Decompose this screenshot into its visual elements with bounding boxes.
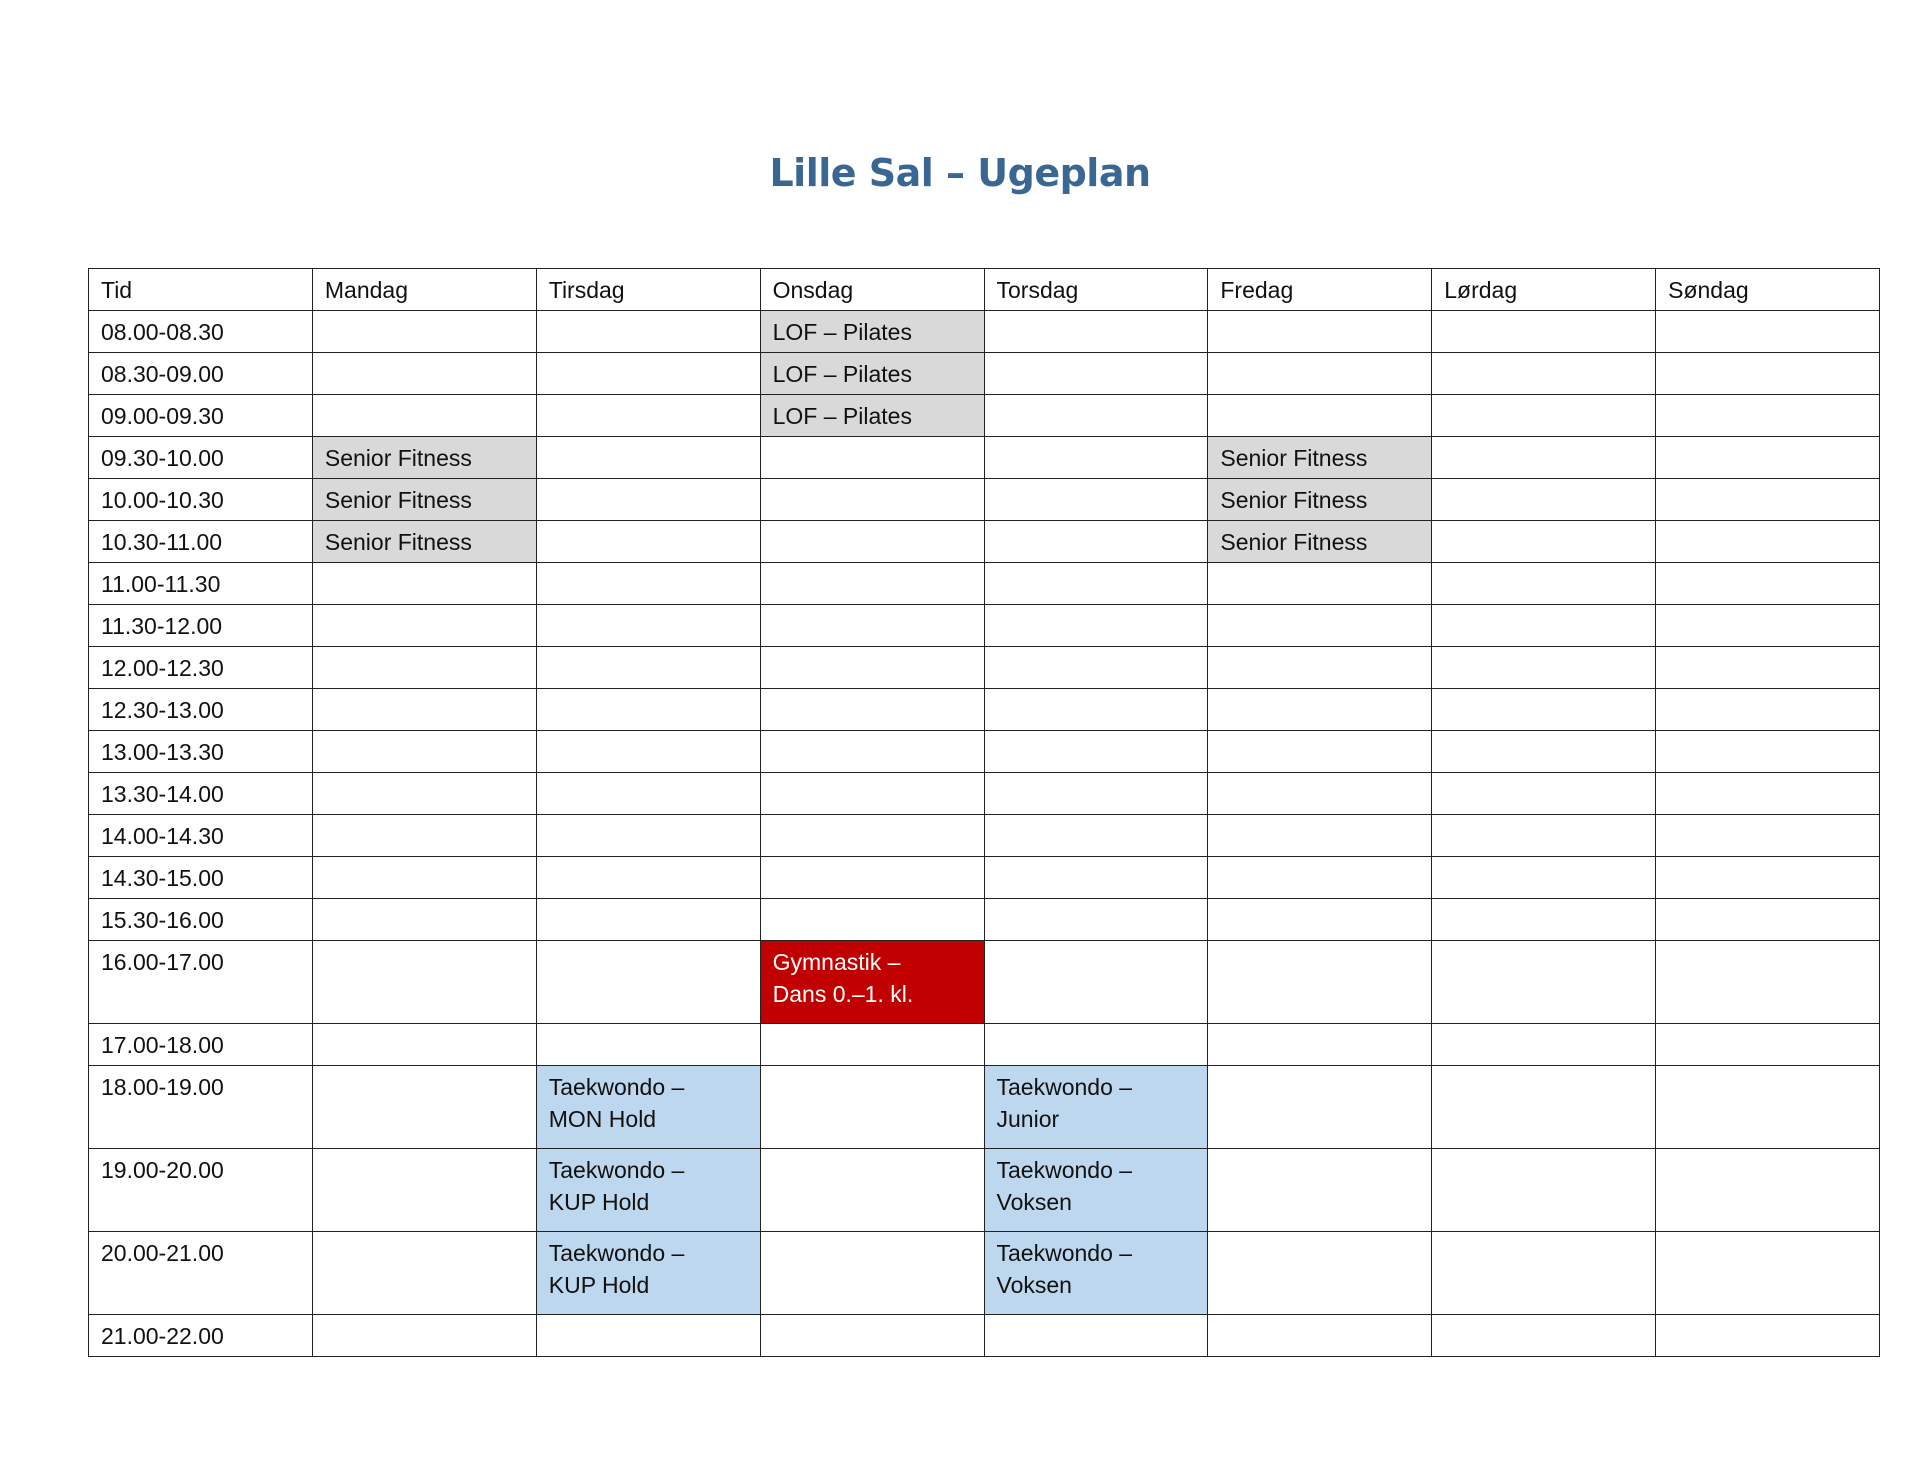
column-header-day: Onsdag xyxy=(760,269,984,311)
empty-cell xyxy=(1656,773,1880,815)
empty-cell xyxy=(984,647,1208,689)
activity-label: Taekwondo – MON Hold xyxy=(548,1074,685,1132)
activity-cell xyxy=(760,311,984,353)
empty-cell xyxy=(984,857,1208,899)
empty-cell xyxy=(1432,479,1656,521)
empty-cell xyxy=(760,1149,984,1232)
activity-cell xyxy=(536,1066,760,1149)
empty-cell xyxy=(312,395,536,437)
empty-cell xyxy=(312,1149,536,1232)
column-header-day: Torsdag xyxy=(984,269,1208,311)
table-row xyxy=(89,1315,1880,1357)
empty-cell xyxy=(1208,1315,1432,1357)
empty-cell xyxy=(1656,563,1880,605)
table-row xyxy=(89,647,1880,689)
empty-cell xyxy=(984,353,1208,395)
column-header-day: Fredag xyxy=(1208,269,1432,311)
column-header-day: Søndag xyxy=(1656,269,1880,311)
time-slot-cell: 13.00-13.30 xyxy=(89,731,313,773)
activity-label: Taekwondo – KUP Hold xyxy=(548,1240,685,1298)
empty-cell xyxy=(1432,731,1656,773)
empty-cell xyxy=(1432,605,1656,647)
activity-label: Senior Fitness xyxy=(324,529,472,555)
schedule-body xyxy=(89,311,1880,1357)
time-slot-cell: 10.00-10.30 xyxy=(89,479,313,521)
empty-cell xyxy=(760,731,984,773)
table-row xyxy=(89,1024,1880,1066)
time-slot-cell: 11.30-12.00 xyxy=(89,605,313,647)
table-row xyxy=(89,1232,1880,1315)
table-row xyxy=(89,395,1880,437)
empty-cell xyxy=(1432,941,1656,1024)
empty-cell xyxy=(760,1315,984,1357)
empty-cell xyxy=(1656,311,1880,353)
empty-cell xyxy=(1656,815,1880,857)
empty-cell xyxy=(1432,311,1656,353)
table-row xyxy=(89,605,1880,647)
schedule-table xyxy=(88,268,1880,1357)
activity-label: Gymnastik – Dans 0.–1. kl. xyxy=(772,949,914,1007)
empty-cell xyxy=(536,689,760,731)
empty-cell xyxy=(760,815,984,857)
time-slot-cell: 12.00-12.30 xyxy=(89,647,313,689)
time-slot-cell: 15.30-16.00 xyxy=(89,899,313,941)
empty-cell xyxy=(1656,1232,1880,1315)
empty-cell xyxy=(1432,437,1656,479)
empty-cell xyxy=(536,311,760,353)
empty-cell xyxy=(760,563,984,605)
empty-cell xyxy=(1208,1066,1432,1149)
empty-cell xyxy=(1432,1024,1656,1066)
time-slot-cell: 08.00-08.30 xyxy=(89,311,313,353)
empty-cell xyxy=(760,479,984,521)
empty-cell xyxy=(536,563,760,605)
time-slot-cell: 09.00-09.30 xyxy=(89,395,313,437)
activity-cell xyxy=(984,1149,1208,1232)
activity-label: Taekwondo – Voksen xyxy=(996,1157,1133,1215)
empty-cell xyxy=(536,521,760,563)
empty-cell xyxy=(760,1232,984,1315)
empty-cell xyxy=(984,1315,1208,1357)
empty-cell xyxy=(760,521,984,563)
empty-cell xyxy=(312,1315,536,1357)
activity-label: LOF – Pilates xyxy=(772,361,912,387)
empty-cell xyxy=(312,1024,536,1066)
empty-cell xyxy=(1208,1024,1432,1066)
empty-cell xyxy=(1432,1315,1656,1357)
empty-cell xyxy=(1208,941,1432,1024)
time-slot-cell: 18.00-19.00 xyxy=(89,1066,313,1149)
activity-cell xyxy=(984,1232,1208,1315)
table-row xyxy=(89,689,1880,731)
empty-cell xyxy=(312,899,536,941)
empty-cell xyxy=(1656,1024,1880,1066)
table-row xyxy=(89,773,1880,815)
table-row xyxy=(89,521,1880,563)
empty-cell xyxy=(312,605,536,647)
empty-cell xyxy=(1656,941,1880,1024)
empty-cell xyxy=(312,647,536,689)
empty-cell xyxy=(1208,563,1432,605)
time-slot-cell: 09.30-10.00 xyxy=(89,437,313,479)
empty-cell xyxy=(1432,773,1656,815)
empty-cell xyxy=(760,899,984,941)
empty-cell xyxy=(984,1024,1208,1066)
empty-cell xyxy=(984,437,1208,479)
empty-cell xyxy=(1432,395,1656,437)
time-slot-cell: 14.00-14.30 xyxy=(89,815,313,857)
empty-cell xyxy=(536,773,760,815)
table-row xyxy=(89,1066,1880,1149)
empty-cell xyxy=(312,857,536,899)
empty-cell xyxy=(1208,899,1432,941)
table-row xyxy=(89,941,1880,1024)
time-slot-cell: 13.30-14.00 xyxy=(89,773,313,815)
activity-label: LOF – Pilates xyxy=(772,403,912,429)
time-slot-cell: 10.30-11.00 xyxy=(89,521,313,563)
empty-cell xyxy=(760,689,984,731)
empty-cell xyxy=(536,899,760,941)
empty-cell xyxy=(1208,689,1432,731)
empty-cell xyxy=(984,773,1208,815)
empty-cell xyxy=(1432,1149,1656,1232)
empty-cell xyxy=(312,1232,536,1315)
empty-cell xyxy=(760,857,984,899)
empty-cell xyxy=(536,857,760,899)
empty-cell xyxy=(312,773,536,815)
empty-cell xyxy=(1432,1232,1656,1315)
empty-cell xyxy=(536,605,760,647)
activity-label: Senior Fitness xyxy=(324,445,472,471)
empty-cell xyxy=(760,605,984,647)
empty-cell xyxy=(984,815,1208,857)
empty-cell xyxy=(984,563,1208,605)
empty-cell xyxy=(1432,521,1656,563)
activity-cell xyxy=(1208,521,1432,563)
empty-cell xyxy=(1656,353,1880,395)
table-row xyxy=(89,563,1880,605)
empty-cell xyxy=(536,815,760,857)
empty-cell xyxy=(536,479,760,521)
activity-cell xyxy=(984,1066,1208,1149)
empty-cell xyxy=(1656,521,1880,563)
empty-cell xyxy=(984,689,1208,731)
activity-cell xyxy=(312,521,536,563)
empty-cell xyxy=(760,1066,984,1149)
empty-cell xyxy=(984,605,1208,647)
empty-cell xyxy=(1656,605,1880,647)
empty-cell xyxy=(1208,731,1432,773)
activity-label: Senior Fitness xyxy=(1220,529,1368,555)
empty-cell xyxy=(1432,899,1656,941)
column-header-day: Mandag xyxy=(312,269,536,311)
activity-label: LOF – Pilates xyxy=(772,319,912,345)
empty-cell xyxy=(1208,647,1432,689)
table-row xyxy=(89,437,1880,479)
empty-cell xyxy=(760,437,984,479)
time-slot-cell: 16.00-17.00 xyxy=(89,941,313,1024)
empty-cell xyxy=(1656,437,1880,479)
empty-cell xyxy=(1208,311,1432,353)
empty-cell xyxy=(536,395,760,437)
empty-cell xyxy=(1656,1149,1880,1232)
empty-cell xyxy=(312,815,536,857)
empty-cell xyxy=(1432,857,1656,899)
empty-cell xyxy=(760,1024,984,1066)
empty-cell xyxy=(760,647,984,689)
empty-cell xyxy=(1656,857,1880,899)
column-header-day: Tirsdag xyxy=(536,269,760,311)
time-slot-cell: 20.00-21.00 xyxy=(89,1232,313,1315)
time-slot-cell: 12.30-13.00 xyxy=(89,689,313,731)
activity-label: Taekwondo – Voksen xyxy=(996,1240,1133,1298)
empty-cell xyxy=(312,311,536,353)
activity-cell xyxy=(312,479,536,521)
empty-cell xyxy=(312,731,536,773)
empty-cell xyxy=(312,689,536,731)
empty-cell xyxy=(536,731,760,773)
empty-cell xyxy=(1208,857,1432,899)
table-row xyxy=(89,857,1880,899)
activity-label: Taekwondo – Junior xyxy=(996,1074,1133,1132)
empty-cell xyxy=(1432,815,1656,857)
time-slot-cell: 11.00-11.30 xyxy=(89,563,313,605)
empty-cell xyxy=(984,395,1208,437)
empty-cell xyxy=(536,941,760,1024)
empty-cell xyxy=(1208,353,1432,395)
activity-cell xyxy=(536,1149,760,1232)
empty-cell xyxy=(1432,1066,1656,1149)
empty-cell xyxy=(1208,605,1432,647)
empty-cell xyxy=(1656,647,1880,689)
empty-cell xyxy=(1656,479,1880,521)
empty-cell xyxy=(312,353,536,395)
table-row xyxy=(89,353,1880,395)
activity-cell xyxy=(312,437,536,479)
activity-cell xyxy=(760,395,984,437)
empty-cell xyxy=(1656,731,1880,773)
empty-cell xyxy=(1208,773,1432,815)
column-header-day: Lørdag xyxy=(1432,269,1656,311)
empty-cell xyxy=(312,941,536,1024)
empty-cell xyxy=(1656,1315,1880,1357)
time-slot-cell: 19.00-20.00 xyxy=(89,1149,313,1232)
empty-cell xyxy=(1208,1232,1432,1315)
activity-label: Senior Fitness xyxy=(324,487,472,513)
empty-cell xyxy=(760,773,984,815)
column-header-time: Tid xyxy=(89,269,313,311)
table-row xyxy=(89,479,1880,521)
activity-cell xyxy=(536,1232,760,1315)
activity-cell xyxy=(760,941,984,1024)
empty-cell xyxy=(984,899,1208,941)
time-slot-cell: 08.30-09.00 xyxy=(89,353,313,395)
empty-cell xyxy=(1432,689,1656,731)
empty-cell xyxy=(1656,689,1880,731)
activity-label: Senior Fitness xyxy=(1220,487,1368,513)
empty-cell xyxy=(1208,1149,1432,1232)
time-slot-cell: 14.30-15.00 xyxy=(89,857,313,899)
empty-cell xyxy=(984,521,1208,563)
activity-cell xyxy=(760,353,984,395)
empty-cell xyxy=(984,479,1208,521)
page-title: Lille Sal – Ugeplan xyxy=(769,151,1151,195)
activity-label: Taekwondo – KUP Hold xyxy=(548,1157,685,1215)
empty-cell xyxy=(536,1024,760,1066)
table-row xyxy=(89,1149,1880,1232)
header-row xyxy=(89,269,1880,311)
empty-cell xyxy=(312,563,536,605)
empty-cell xyxy=(536,647,760,689)
activity-label: Senior Fitness xyxy=(1220,445,1368,471)
empty-cell xyxy=(536,437,760,479)
table-row xyxy=(89,899,1880,941)
empty-cell xyxy=(312,1066,536,1149)
empty-cell xyxy=(536,353,760,395)
empty-cell xyxy=(1208,815,1432,857)
table-row xyxy=(89,815,1880,857)
activity-cell xyxy=(1208,437,1432,479)
empty-cell xyxy=(1432,353,1656,395)
empty-cell xyxy=(536,1315,760,1357)
empty-cell xyxy=(1656,899,1880,941)
table-row xyxy=(89,731,1880,773)
empty-cell xyxy=(1208,395,1432,437)
empty-cell xyxy=(1432,563,1656,605)
empty-cell xyxy=(984,941,1208,1024)
table-row xyxy=(89,311,1880,353)
activity-cell xyxy=(1208,479,1432,521)
empty-cell xyxy=(984,311,1208,353)
empty-cell xyxy=(984,731,1208,773)
empty-cell xyxy=(1656,1066,1880,1149)
time-slot-cell: 21.00-22.00 xyxy=(89,1315,313,1357)
empty-cell xyxy=(1656,395,1880,437)
time-slot-cell: 17.00-18.00 xyxy=(89,1024,313,1066)
empty-cell xyxy=(1432,647,1656,689)
